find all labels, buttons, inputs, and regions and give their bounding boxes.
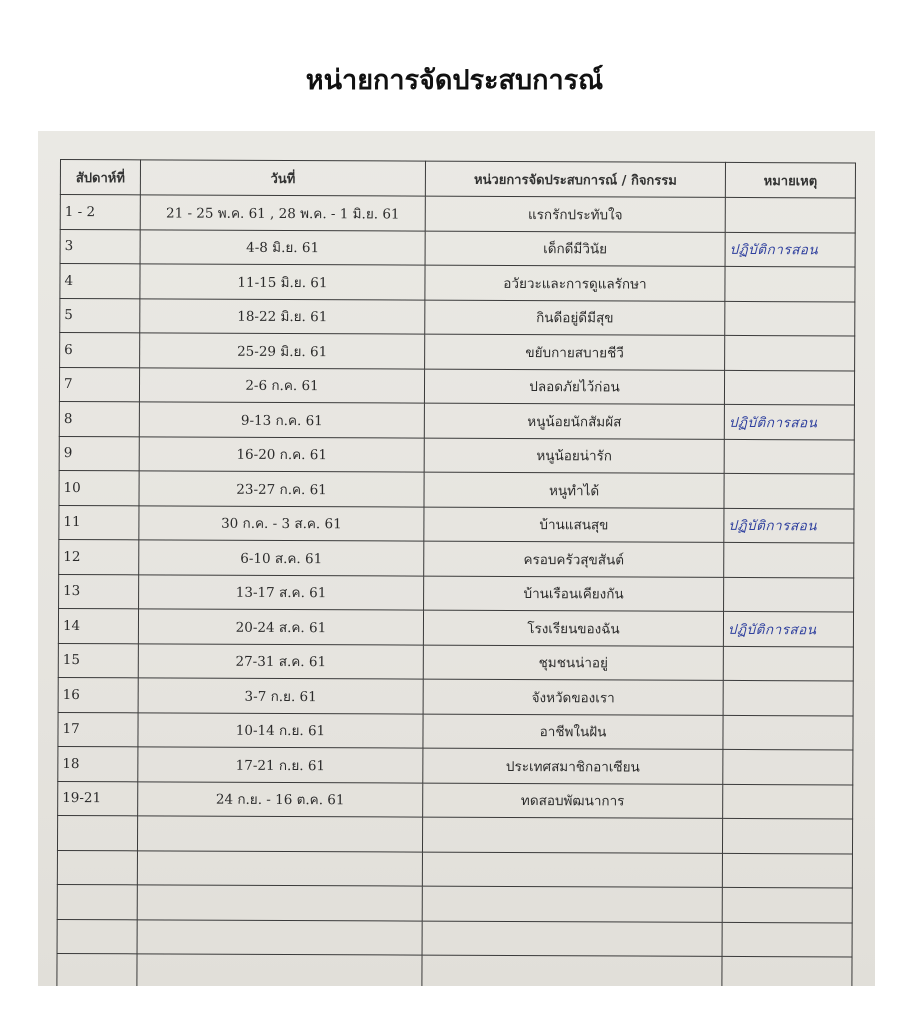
note-cell — [724, 577, 854, 612]
unit-cell — [422, 955, 722, 986]
week-cell: 6 — [60, 333, 140, 368]
note-cell — [722, 887, 852, 922]
table-row — [58, 712, 853, 750]
date-cell: 17-21 ก.ย. 61 — [138, 747, 423, 783]
date-cell: 16-20 ก.ค. 61 — [139, 436, 424, 472]
week-cell: 3 — [60, 229, 140, 264]
unit-cell — [422, 921, 722, 957]
unit-cell: ชุมชนน่าอยู่ — [423, 645, 723, 681]
note-cell — [724, 439, 854, 474]
table-row — [59, 539, 854, 577]
date-cell: 13-17 ส.ค. 61 — [139, 574, 424, 610]
note-cell — [725, 335, 855, 370]
table-row — [59, 470, 854, 508]
unit-cell — [422, 886, 722, 922]
note-cell — [723, 680, 853, 715]
table-row — [58, 643, 853, 681]
table-header-row — [60, 160, 855, 198]
note-cell — [722, 956, 852, 986]
unit-cell: ครอบครัวสุขสันต์ — [424, 541, 724, 577]
week-cell: 4 — [60, 264, 140, 299]
note-cell: ปฏิบัติการสอน — [724, 404, 854, 439]
unit-cell: เด็กดีมีวินัย — [425, 231, 725, 267]
week-cell — [57, 953, 137, 986]
note-cell — [723, 715, 853, 750]
date-cell — [137, 850, 422, 886]
note-cell — [724, 542, 854, 577]
page-title: หน่ายการจัดประสบการณ์ — [305, 65, 604, 96]
header-week: สัปดาห์ที่ — [60, 160, 140, 195]
unit-cell: หนูทำได้ — [424, 472, 724, 508]
unit-cell: ปลอดภัยไว้ก่อน — [424, 369, 724, 405]
note-cell — [724, 370, 854, 405]
table-row — [59, 436, 854, 474]
unit-cell: กินดีอยู่ดีมีสุข — [425, 300, 725, 336]
document-photo — [38, 131, 875, 986]
date-cell: 23-27 ก.ค. 61 — [139, 471, 424, 507]
date-cell: 21 - 25 พ.ค. 61 , 28 พ.ค. - 1 มิ.ย. 61 — [140, 195, 425, 231]
note-cell — [723, 784, 853, 819]
header-unit: หน่วยการจัดประสบการณ์ / กิจกรรม — [425, 161, 725, 197]
unit-cell — [422, 817, 722, 853]
unit-cell: หนูน้อยน่ารัก — [424, 438, 724, 474]
note-cell — [725, 197, 855, 232]
table-row — [60, 195, 855, 233]
date-cell: 6-10 ส.ค. 61 — [139, 540, 424, 576]
date-cell: 18-22 มิ.ย. 61 — [140, 298, 425, 334]
date-cell: 20-24 ส.ค. 61 — [138, 609, 423, 645]
header-date: วันที่ — [140, 160, 425, 196]
table-row — [57, 884, 852, 922]
unit-cell: บ้านเรือนเคียงกัน — [424, 576, 724, 612]
week-cell — [57, 884, 137, 919]
week-cell: 11 — [59, 505, 139, 540]
table-row — [59, 505, 854, 543]
table-row — [60, 333, 855, 371]
date-cell — [137, 885, 422, 921]
unit-cell: จังหวัดของเรา — [423, 679, 723, 715]
note-cell — [722, 922, 852, 957]
table-row — [58, 677, 853, 715]
date-cell — [137, 954, 422, 986]
week-cell: 8 — [59, 401, 139, 436]
note-cell: ปฏิบัติการสอน — [723, 611, 853, 646]
note-cell — [723, 749, 853, 784]
date-cell: 24 ก.ย. - 16 ต.ค. 61 — [138, 781, 423, 817]
unit-cell: หนูน้อยนักสัมผัส — [424, 403, 724, 439]
note-cell: ปฏิบัติการสอน — [725, 232, 855, 267]
table-row — [57, 815, 852, 853]
date-cell: 11-15 มิ.ย. 61 — [140, 264, 425, 300]
table-row — [58, 781, 853, 819]
date-cell: 25-29 มิ.ย. 61 — [140, 333, 425, 369]
table-row — [60, 229, 855, 267]
unit-cell: ประเทศสมาชิกอาเซียน — [423, 748, 723, 784]
note-cell — [722, 818, 852, 853]
week-cell: 18 — [58, 746, 138, 781]
unit-cell: แรกรักประทับใจ — [425, 196, 725, 232]
note-cell — [724, 473, 854, 508]
week-cell: 17 — [58, 712, 138, 747]
note-cell — [725, 266, 855, 301]
table-row — [57, 919, 852, 957]
week-cell: 15 — [58, 643, 138, 678]
table-row — [60, 298, 855, 336]
date-cell: 3-7 ก.ย. 61 — [138, 678, 423, 714]
date-cell: 10-14 ก.ย. 61 — [138, 712, 423, 748]
unit-cell: อาชีพในฝัน — [423, 714, 723, 750]
week-cell — [57, 919, 137, 954]
header-note: หมายเหตุ — [725, 162, 855, 198]
table-row — [59, 367, 854, 405]
week-cell — [57, 850, 137, 885]
week-cell: 1 - 2 — [60, 195, 140, 230]
table-row — [57, 850, 852, 888]
table-row — [59, 574, 854, 612]
unit-cell: โรงเรียนของฉัน — [423, 610, 723, 646]
date-cell: 4-8 มิ.ย. 61 — [140, 229, 425, 265]
unit-cell: อวัยวะและการดูแลรักษา — [425, 265, 725, 301]
week-cell: 9 — [59, 436, 139, 471]
week-cell: 5 — [60, 298, 140, 333]
unit-cell: ขยับกายสบายชีวี — [425, 334, 725, 370]
date-cell — [137, 816, 422, 852]
week-cell: 10 — [59, 470, 139, 505]
table-body — [57, 195, 855, 986]
week-cell: 12 — [59, 539, 139, 574]
schedule-table — [56, 159, 856, 986]
unit-cell — [422, 852, 722, 888]
week-cell: 14 — [58, 608, 138, 643]
week-cell: 16 — [58, 677, 138, 712]
table-row — [58, 608, 853, 646]
table-row — [58, 746, 853, 784]
date-cell: 2-6 ก.ค. 61 — [139, 367, 424, 403]
note-cell — [722, 853, 852, 888]
table-row — [59, 401, 854, 439]
date-cell — [137, 919, 422, 955]
week-cell: 13 — [59, 574, 139, 609]
date-cell: 30 ก.ค. - 3 ส.ค. 61 — [139, 505, 424, 541]
table-row — [57, 953, 852, 986]
note-cell: ปฏิบัติการสอน — [724, 508, 854, 543]
week-cell: 19-21 — [58, 781, 138, 816]
note-cell — [723, 646, 853, 681]
schedule-sheet — [56, 159, 855, 986]
date-cell: 27-31 ส.ค. 61 — [138, 643, 423, 679]
week-cell — [57, 815, 137, 850]
unit-cell: บ้านแสนสุข — [424, 507, 724, 543]
unit-cell: ทดสอบพัฒนาการ — [423, 783, 723, 819]
date-cell: 9-13 ก.ค. 61 — [139, 402, 424, 438]
note-cell — [725, 301, 855, 336]
table-row — [60, 264, 855, 302]
week-cell: 7 — [59, 367, 139, 402]
